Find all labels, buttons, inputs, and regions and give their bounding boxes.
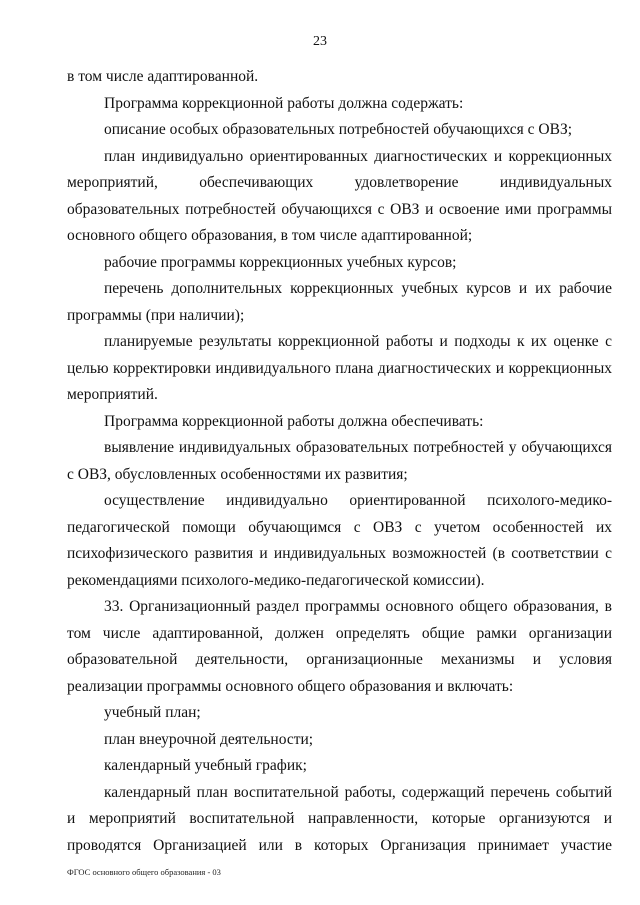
paragraph: 33. Организационный раздел программы основного общего образования, в том числе адаптированной, должен определять общие рамки организации образовательной деятельности, организационные механизмы и условия реализации программы основного общего образования и включать: — [67, 598, 612, 695]
document-body — [67, 64, 612, 859]
paragraph: описание особых образовательных потребностей обучающихся с ОВЗ; — [104, 121, 573, 138]
paragraph: план индивидуально ориентированных диагностических и коррекционных мероприятий, обеспечивающих удовлетворение индивидуальных образовательных потребностей обучающихся с ОВЗ и освоение ими программы основного общего образования, в том числе адаптированной; — [67, 147, 612, 244]
paragraph: перечень дополнительных коррекционных учебных курсов и их рабочие программы (при наличии); — [67, 280, 612, 324]
paragraph: выявление индивидуальных образовательных потребностей у обучающихся с ОВЗ, обусловленных особенностями их развития; — [67, 439, 612, 483]
paragraph: планируемые результаты коррекционной работы и подходы к их оценке с целью корректировки индивидуального плана диагностических и коррекционных мероприятий. — [67, 333, 612, 403]
paragraph: осуществление индивидуально ориентированной психолого-медико-педагогической помощи обучающимся с ОВЗ с учетом особенностей их психофизического развития и индивидуальных возможностей (в соответствии с рекомендациями психолого-медико-педагогической комиссии). — [67, 492, 612, 589]
paragraph: учебный план; — [104, 704, 201, 721]
paragraph: в том числе адаптированной. — [67, 68, 259, 85]
paragraph: Программа коррекционной работы должна обеспечивать: — [104, 412, 484, 430]
paragraph: календарный учебный график; — [104, 757, 307, 774]
paragraph: план внеурочной деятельности; — [104, 730, 314, 748]
paragraph: Программа коррекционной работы должна содержать: — [104, 94, 464, 112]
paragraph: рабочие программы коррекционных учебных курсов; — [104, 253, 457, 271]
paragraph: календарный план воспитательной работы, содержащий перечень событий и мероприятий воспитательной направленности, которые организуются и проводятся Организацией или в которых Организация принимает участие — [67, 783, 612, 854]
page-number: 23 — [313, 34, 327, 49]
footer-note: ФГОС основного общего образования - 03 — [67, 867, 221, 877]
